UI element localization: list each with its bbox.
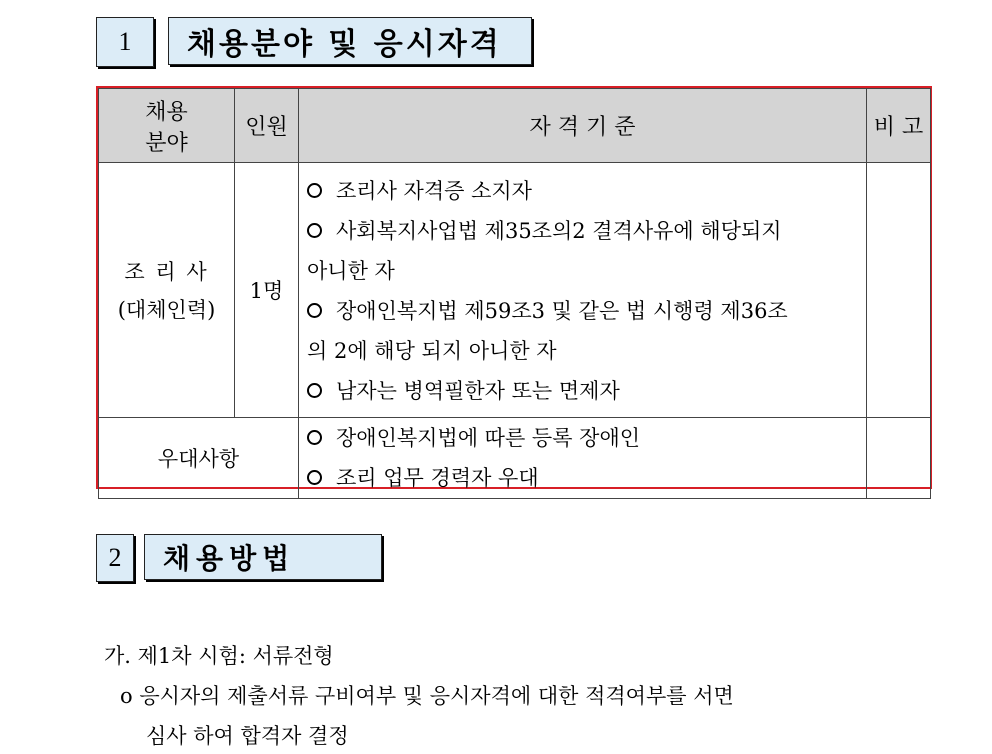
- table-header-row: [99, 89, 931, 163]
- qualification-table: [96, 86, 932, 489]
- criteria-item-continued: 의 2에 해당 되지 아니한 자: [307, 339, 557, 363]
- method-step-title: 가. 제1차 시험: 서류전형: [104, 644, 334, 668]
- criteria-item: 장애인복지법에 따른 등록 장애인: [307, 418, 860, 458]
- section1-number: 1: [96, 17, 154, 67]
- method-desc-line1: o 응시자의 제출서류 구비여부 및 응시자격에 대한 적격여부를 서면: [120, 684, 734, 708]
- header-count: 인원: [235, 89, 299, 163]
- circle-bullet-icon: [307, 223, 322, 238]
- header-field-line2: 분야: [145, 130, 188, 156]
- cell-field: [99, 163, 235, 418]
- header-note: 비 고: [867, 89, 931, 163]
- cell-preference: 우대사항: [99, 418, 299, 499]
- section2-title: 채용방법: [144, 534, 382, 580]
- cell-criteria: [299, 163, 867, 418]
- header-field-line1: 채용: [145, 99, 188, 125]
- field-name: 조 리 사: [124, 260, 209, 284]
- table-row: [99, 418, 931, 499]
- circle-bullet-icon: [307, 470, 322, 485]
- criteria-item: 장애인복지법 제59조3 및 같은 법 시행령 제36조: [307, 291, 860, 331]
- circle-bullet-icon: [307, 183, 322, 198]
- cell-preference-criteria: [299, 418, 867, 499]
- cell-count: 1명: [235, 163, 299, 418]
- criteria-item-continued: 아니한 자: [307, 259, 395, 283]
- criteria-item: 사회복지사업법 제35조의2 결격사유에 해당되지: [307, 211, 860, 251]
- header-field: [99, 89, 235, 163]
- cell-note: [867, 163, 931, 418]
- cell-note: [867, 418, 931, 499]
- circle-bullet-icon: [307, 383, 322, 398]
- method-desc-line2: 심사 하여 합격자 결정: [146, 724, 349, 748]
- criteria-item: 남자는 병역필한자 또는 면제자: [307, 371, 860, 411]
- section1-title: 채용분야 및 응시자격: [168, 17, 532, 65]
- circle-bullet-icon: [307, 430, 322, 445]
- field-sub: (대체인력): [117, 298, 216, 322]
- table-row: [99, 163, 931, 418]
- circle-bullet-icon: [307, 303, 322, 318]
- section2-number: 2: [96, 534, 134, 582]
- header-criteria: 자 격 기 준: [299, 89, 867, 163]
- criteria-item: 조리사 자격증 소지자: [307, 171, 860, 211]
- criteria-item: 조리 업무 경력자 우대: [307, 458, 860, 498]
